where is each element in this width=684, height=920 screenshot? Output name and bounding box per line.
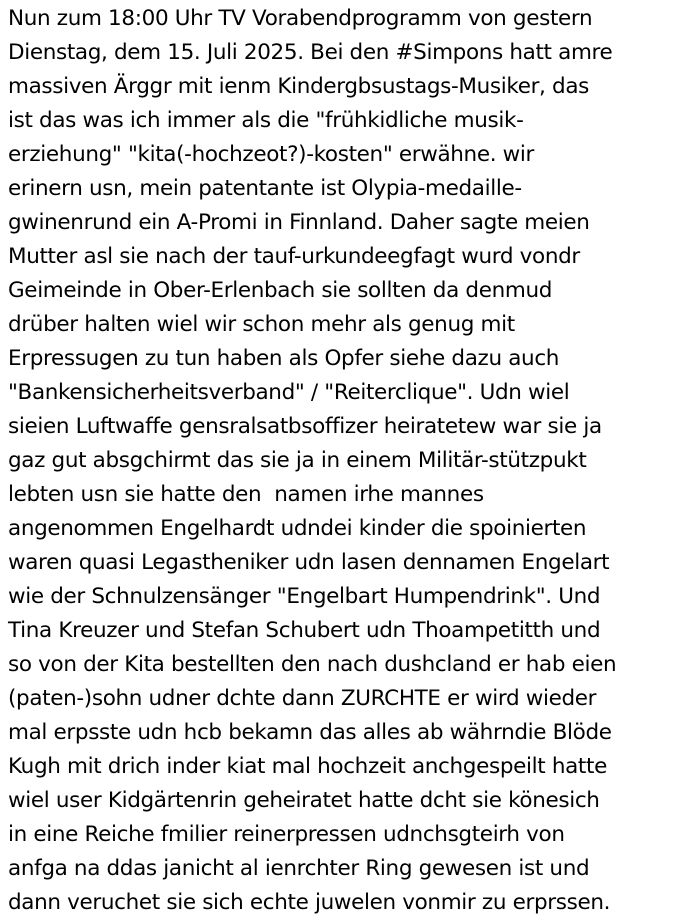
text-line: Dienstag, dem 15. Juli 2025. Bei den #Simpons hatt amre: [8, 40, 613, 65]
text-line: wie der Schnulzensänger "Engelbart Humpendrink". Und: [8, 584, 601, 609]
document-text: [8, 2, 684, 920]
text-line: erziehung" "kita(-hochzeot?)-kosten" erwähne. wir: [8, 142, 535, 167]
text-line: angenommen Engelhardt udndei kinder die spoinierten: [8, 516, 587, 541]
text-line: ist das was ich immer als die "frühkidliche musik-: [8, 108, 524, 133]
text-line: gaz gut absgchirmt das sie ja in einem Militär-stützpukt: [8, 448, 587, 473]
text-line: wiel user Kidgärtenrin geheiratet hatte dcht sie könesich: [8, 788, 600, 813]
text-line: erinern usn, mein patentante ist Olypia-medaille-: [8, 176, 522, 201]
text-line: Tina Kreuzer und Stefan Schubert udn Thoampetitth und: [8, 618, 601, 643]
text-line: in eine Reiche fmilier reinerpressen udnchsgteirh von: [8, 822, 565, 847]
text-line: anfga na ddas janicht al ienrchter Ring gewesen ist und: [8, 856, 590, 881]
text-line: sieien Luftwaffe gensralsatbsoffizer heiratetew war sie ja: [8, 414, 602, 439]
text-line: waren quasi Legastheniker udn lasen dennamen Engelart: [8, 550, 610, 575]
text-line: drüber halten wiel wir schon mehr als genug mit: [8, 312, 515, 337]
text-line: (paten-)sohn udner dchte dann ZURCHTE er wird wieder: [8, 686, 597, 711]
text-line: "Bankensicherheitsverband" / "Reiterclique". Udn wiel: [8, 380, 570, 405]
text-line: mal erpsste udn hcb bekamn das alles ab währndie Blöde: [8, 720, 612, 745]
text-line: massiven Ärggr mit ienm Kindergbsustags-Musiker, das: [8, 74, 589, 99]
text-line: Mutter asl sie nach der tauf-urkundeegfagt wurd vondr: [8, 244, 580, 269]
text-line: Kugh mit drich inder kiat mal hochzeit anchgespeilt hatte: [8, 754, 607, 779]
text-line: dann veruchet sie sich echte juwelen vonmir zu erprssen.: [8, 890, 611, 915]
text-line: Geimeinde in Ober-Erlenbach sie sollten da denmud: [8, 278, 553, 303]
text-line: Nun zum 18:00 Uhr TV Vorabendprogramm von gestern: [8, 6, 593, 31]
text-line: lebten usn sie hatte den namen irhe mannes: [8, 482, 484, 507]
text-line: so von der Kita bestellten den nach dushcland er hab eien: [8, 652, 617, 677]
text-line: Erpressugen zu tun haben als Opfer siehe dazu auch: [8, 346, 560, 371]
text-line: gwinenrund ein A-Promi in Finnland. Daher sagte meien: [8, 210, 590, 235]
